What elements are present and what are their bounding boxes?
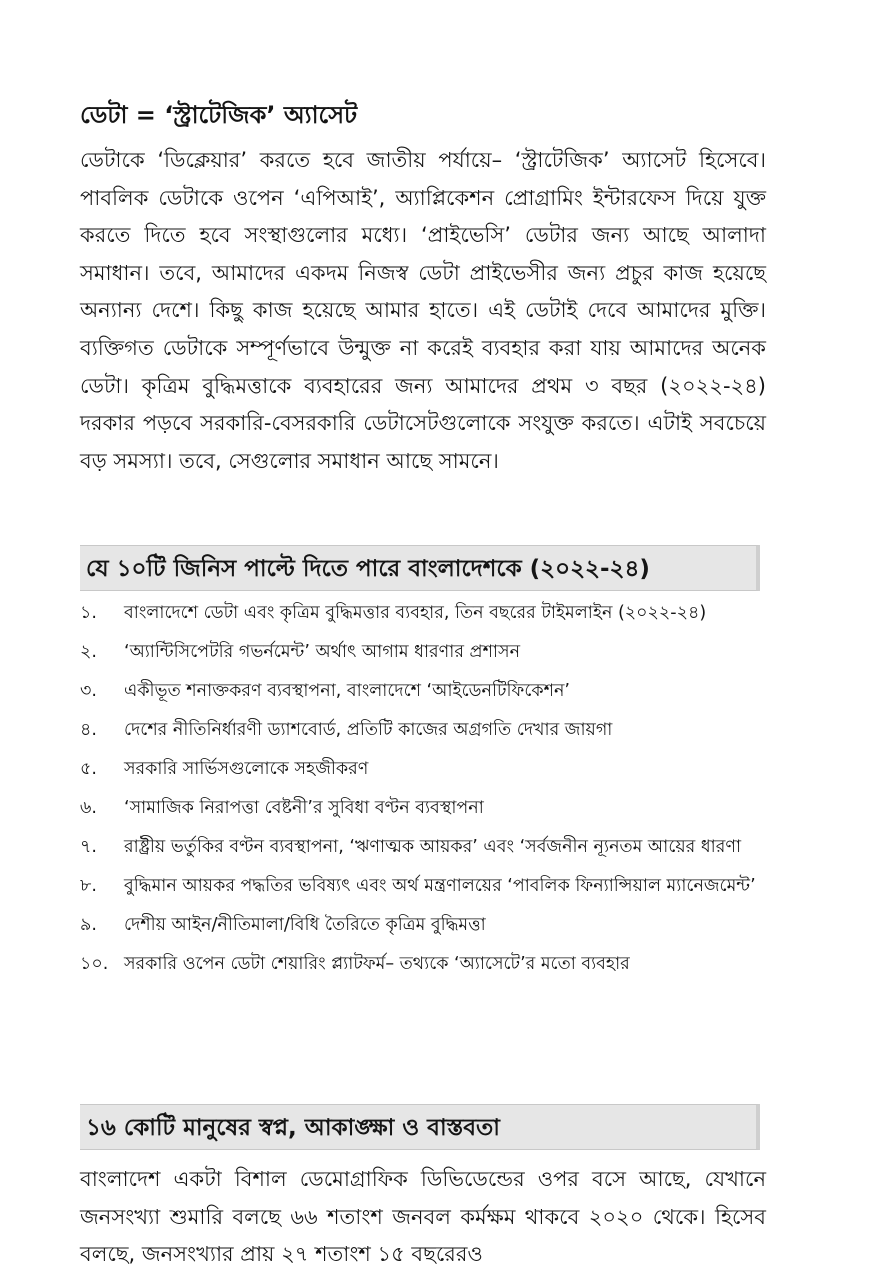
list-item [80,715,770,746]
list-item-text: সরকারি ওপেন ডেটা শেয়ারিং প্ল্যাটফর্ম– তথ্যকে ‘অ্যাসেটে’র মতো ব্যবহার [124,954,630,974]
list-item-number: ৬. [80,798,97,818]
list-item-text: বুদ্ধিমান আয়কর পদ্ধতির ভবিষ্যৎ এবং অর্থ মন্ত্রণালয়ের ‘পাবলিক ফিন্যান্সিয়াল ম্যানেজমেন্ট’ [124,876,756,896]
banner-title-ten-things: যে ১০টি জিনিস পাল্টে দিতে পারে বাংলাদেশকে (২০২২-২৪) [86,556,650,582]
list-item-text: ‘সামাজিক নিরাপত্তা বেষ্টনী’র সুবিধা বণ্টন ব্যবস্থাপনা [124,798,484,818]
list-item-number: ৯. [80,915,97,935]
list-item [80,949,770,980]
list-item [80,793,770,824]
list-item [80,910,770,941]
list-item-number: ৭. [80,837,97,857]
list-item-number: ১০. [80,954,109,974]
section-banner-dreams-reality [80,1104,760,1150]
list-item-text: বাংলাদেশে ডেটা এবং কৃত্রিম বুদ্ধিমত্তার ব্যবহার, তিন বছরের টাইমলাইন (২০২২-২৪) [124,603,707,623]
list-item-text: একীভূত শনাক্তকরণ ব্যবস্থাপনা, বাংলাদেশে ‘আইডেনটিফিকেশন’ [124,681,570,701]
list-item [80,676,770,707]
list-item-text: ‘অ্যান্টিসিপেটরি গভর্নমেন্ট’ অর্থাৎ আগাম ধারণার প্রশাসন [124,642,521,662]
list-item-text: রাষ্ট্রীয় ভর্তুকির বণ্টন ব্যবস্থাপনা, ‘ঋণাত্মক আয়কর’ এবং ‘সর্বজনীন ন্যূনতম আয়ের ধারণা [124,837,742,857]
body-paragraph-demographic-dividend: বাংলাদেশ একটা বিশাল ডেমোগ্রাফিক ডিভিডেন্ডের ওপর বসে আছে, যেখানে জনসংখ্যা শুমারি বলছে ৬৬ শতাংশ জনবল কর্মক্ষম থাকবে ২০২০ থেকে। হিসেব বলছে, জনসংখ্যার প্রায় ২৭ শতাংশ ১৫ বছরেরও [80,1167,766,1267]
section-heading-data-strategic-asset: ডেটা = ‘স্ট্রাটেজিক’ অ্যাসেট [80,101,358,129]
list-item-number: ৪. [80,720,97,740]
body-paragraph-data-declare: ডেটাকে ‘ডিক্লেয়ার’ করতে হবে জাতীয় পর্যায়ে– ‘স্ট্রাটেজিক’ অ্যাসেট হিসেবে। পাবলিক ডেটাকে ওপেন ‘এপিআই’, অ্যাপ্লিকেশন প্রোগ্রামিং ইন্টারফেস দিয়ে যুক্ত করতে দিতে হবে সংস্থাগুলোর মধ্যে। ‘প্রাইভেসি’ ডেটার জন্য আছে আলাদা সমাধান। তবে, আমাদের একদম নিজস্ব ডেটা প্রাইভেসীর জন্য প্রচুর কাজ হয়েছে অন্যান্য দেশে। কিছু কাজ হয়েছে আমার হাতে। এই ডেটাই দেবে আমাদের মুক্তি। ব্যক্তিগত ডেটাকে সম্পূর্ণভাবে উন্মুক্ত না করেই ব্যবহার করা যায় আমাদের অনেক ডেটা। কৃত্রিম বুদ্ধিমত্তাকে ব্যবহারের জন্য আমাদের প্রথম ৩ বছর (২০২২-২৪) দরকার পড়বে সরকারি-বেসরকারি ডেটাসেটগুলোকে সংযুক্ত করতে। এটাই সবচেয়ে বড় সমস্যা। তবে, সেগুলোর সমাধান আছে সামনে। [80,148,766,473]
list-item-number: ৮. [80,876,97,896]
list-item-number: ৩. [80,681,97,701]
list-item [80,637,770,668]
list-item [80,871,770,902]
list-item-text: সরকারি সার্ভিসগুলোকে সহজীকরণ [124,759,369,779]
list-item-text: দেশের নীতিনির্ধারণী ড্যাশবোর্ড, প্রতিটি কাজের অগ্রগতি দেখার জায়গা [124,720,613,740]
section-banner-ten-things [80,545,760,591]
list-item [80,754,770,785]
list-item-number: ১. [80,603,97,623]
list-item [80,832,770,863]
list-item-number: ৫. [80,759,97,779]
banner-title-dreams-reality: ১৬ কোটি মানুষের স্বপ্ন, আকাঙ্ক্ষা ও বাস্তবতা [86,1115,500,1141]
numbered-list-ten-things [80,598,770,988]
list-item-number: ২. [80,642,97,662]
list-item-text: দেশীয় আইন/নীতিমালা/বিধি তৈরিতে কৃত্রিম বুদ্ধিমত্তা [124,915,486,935]
list-item [80,598,770,629]
